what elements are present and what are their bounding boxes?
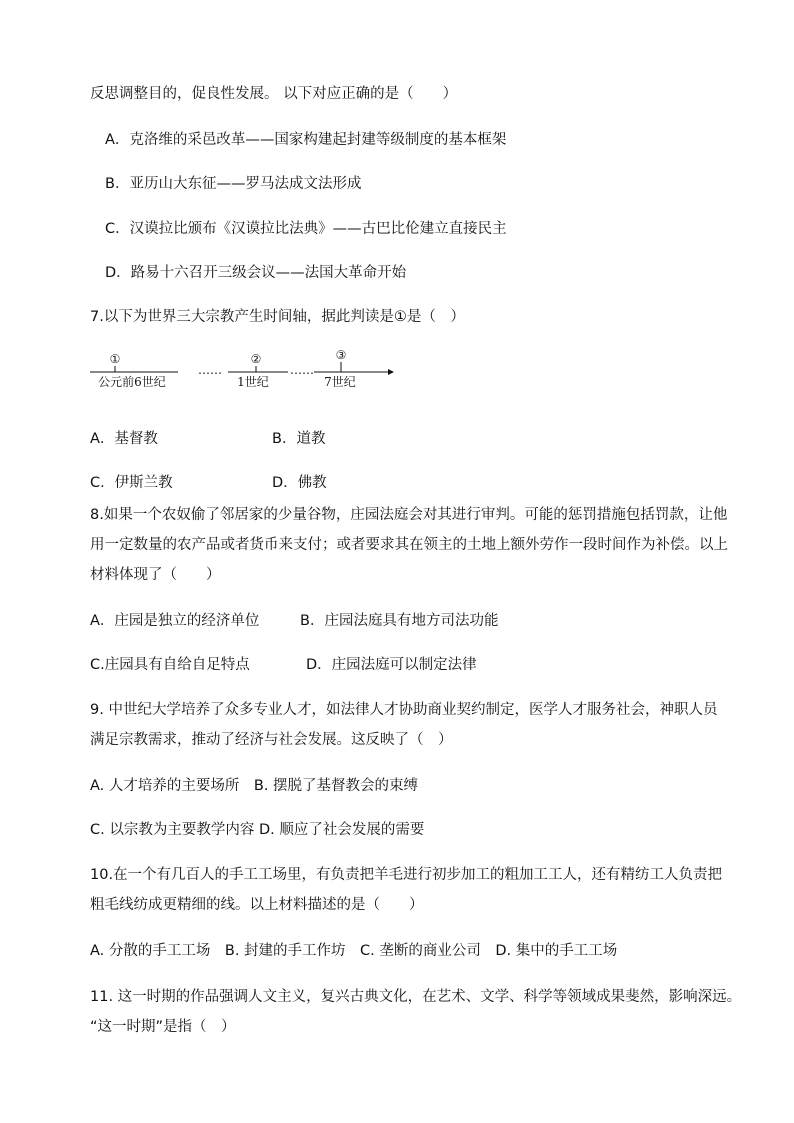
- q8-option-c: C.庄园具有自给自足特点: [90, 657, 250, 673]
- q8-stem-line-1: 8.如果一个农奴偷了邻居家的少量谷物，庄园法庭会对其进行审判。可能的惩罚措施包括罚款，让他: [90, 507, 728, 523]
- q8-option-b: B．庄园法庭具有地方司法功能: [300, 613, 499, 629]
- timeline-label-3: 7世纪: [324, 375, 356, 389]
- timeline-marker-2: ②: [250, 352, 262, 366]
- q7-option-a: A．基督教: [90, 431, 158, 447]
- q10-stem-line-1: 10.在一个有几百人的手工工场里，有负责把羊毛进行初步加工的粗加工工人，还有精纺工人负责把: [90, 867, 723, 883]
- q8-option-a: A．庄园是独立的经济单位: [90, 613, 260, 629]
- timeline-dots-1: ……: [198, 363, 222, 377]
- q6-option-c: C．汉谟拉比颁布《汉谟拉比法典》——古巴比伦建立直接民主: [105, 221, 507, 237]
- timeline-arrow-icon: [388, 369, 394, 375]
- q8-option-d: D．庄园法庭可以制定法律: [306, 657, 477, 673]
- q11-stem-line-1: 11. 这一时期的作品强调人文主义，复兴古典文化，在艺术、文学、科学等领域成果斐然，影响深远。: [90, 989, 742, 1005]
- q7-option-b: B．道教: [272, 431, 326, 447]
- q6-option-d: D．路易十六召开三级会议——法国大革命开始: [105, 265, 407, 281]
- q7-stem: 7.以下为世界三大宗教产生时间轴，据此判读是①是（ ）: [90, 309, 465, 325]
- q11-stem-line-2: “这一时期”是指（ ）: [90, 1019, 236, 1035]
- timeline-label-1: 公元前6世纪: [98, 375, 166, 389]
- timeline-label-2: 1世纪: [237, 375, 269, 389]
- q10-stem-line-2: 粗毛线纺成更精细的线。以上材料描述的是（ ）: [90, 897, 424, 913]
- q7-option-c: C．伊斯兰教: [90, 475, 173, 491]
- q8-stem-line-3: 材料体现了（ ）: [90, 567, 221, 583]
- timeline-marker-3: ③: [335, 348, 347, 362]
- q6-option-b: B．亚历山大东征——罗马法成文法形成: [105, 176, 362, 192]
- q6-option-a: A．克洛维的采邑改革——国家构建起封建等级制度的基本框架: [105, 132, 507, 148]
- timeline-dots-2: ……: [290, 363, 314, 377]
- q7-option-d: D．佛教: [272, 475, 327, 491]
- q6-stem: 反思调整目的，促良性发展。 以下对应正确的是（ ）: [90, 86, 458, 102]
- q8-stem-line-2: 用一定数量的农产品或者货币来支付；或者要求其在领主的土地上额外劳作一段时间作为补偿。以上: [90, 537, 728, 553]
- q9-options-row-2: C. 以宗教为主要教学内容 D. 顺应了社会发展的需要: [90, 822, 425, 838]
- q9-options-row-1: A. 人才培养的主要场所 B. 摆脱了基督教会的束缚: [90, 778, 419, 794]
- q9-stem-line-2: 满足宗教需求，推动了经济与社会发展。这反映了（ ）: [90, 732, 453, 748]
- q9-stem-line-1: 9. 中世纪大学培养了众多专业人才，如法律人才协助商业契约制定，医学人才服务社会，神职人员: [90, 702, 718, 718]
- timeline-marker-1: ①: [109, 352, 121, 366]
- q10-options: A. 分散的手工工场 B. 封建的手工作坊 C. 垄断的商业公司 D. 集中的手工工场: [90, 943, 618, 959]
- religion-timeline: [88, 343, 408, 393]
